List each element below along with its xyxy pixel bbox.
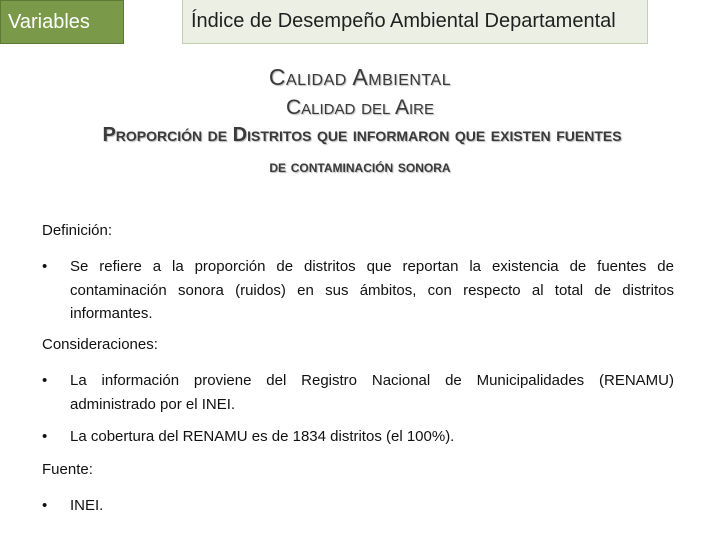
definicion-text: Se refiere a la proporción de distritos que reportan la existencia de fuentes de contaminación sonora (ruidos) en sus ámbitos, con respecto al total de distritos informantes. [70, 258, 674, 322]
bullet-dot: • [42, 258, 48, 275]
variables-tab-label: Variables [8, 10, 90, 33]
index-title-tab [182, 0, 648, 44]
consideracion-item-1 [42, 369, 674, 416]
bullet-dot: • [42, 372, 48, 389]
section-heading-calidad-ambiental: Calidad Ambiental [268, 64, 452, 90]
fuente-text: INEI. [70, 497, 104, 514]
consideracion-text-2: La cobertura del RENAMU es de 1834 distritos (el 100%). [70, 428, 455, 445]
consideracion-text-1: La información proviene del Registro Nacional de Municipalidades (RENAMU) administrado por el INEI. [70, 372, 674, 413]
variables-tab[interactable] [0, 0, 124, 44]
indicator-title-line1: Proporción de Distritos que informaron que existen fuentes [102, 124, 622, 146]
consideracion-item-2 [42, 425, 674, 449]
fuente-item [42, 494, 674, 518]
consideraciones-label: Consideraciones: [42, 336, 158, 353]
subsection-heading-calidad-aire: Calidad del Aire [285, 96, 435, 119]
indicator-title-line2: de contaminación sonora [269, 157, 451, 176]
bullet-dot: • [42, 428, 48, 445]
definicion-label: Definición: [42, 222, 113, 239]
definicion-item [42, 255, 674, 326]
fuente-label: Fuente: [42, 461, 93, 478]
index-title-label: Índice de Desempeño Ambiental Departamental [191, 10, 616, 32]
bullet-dot: • [42, 497, 48, 514]
